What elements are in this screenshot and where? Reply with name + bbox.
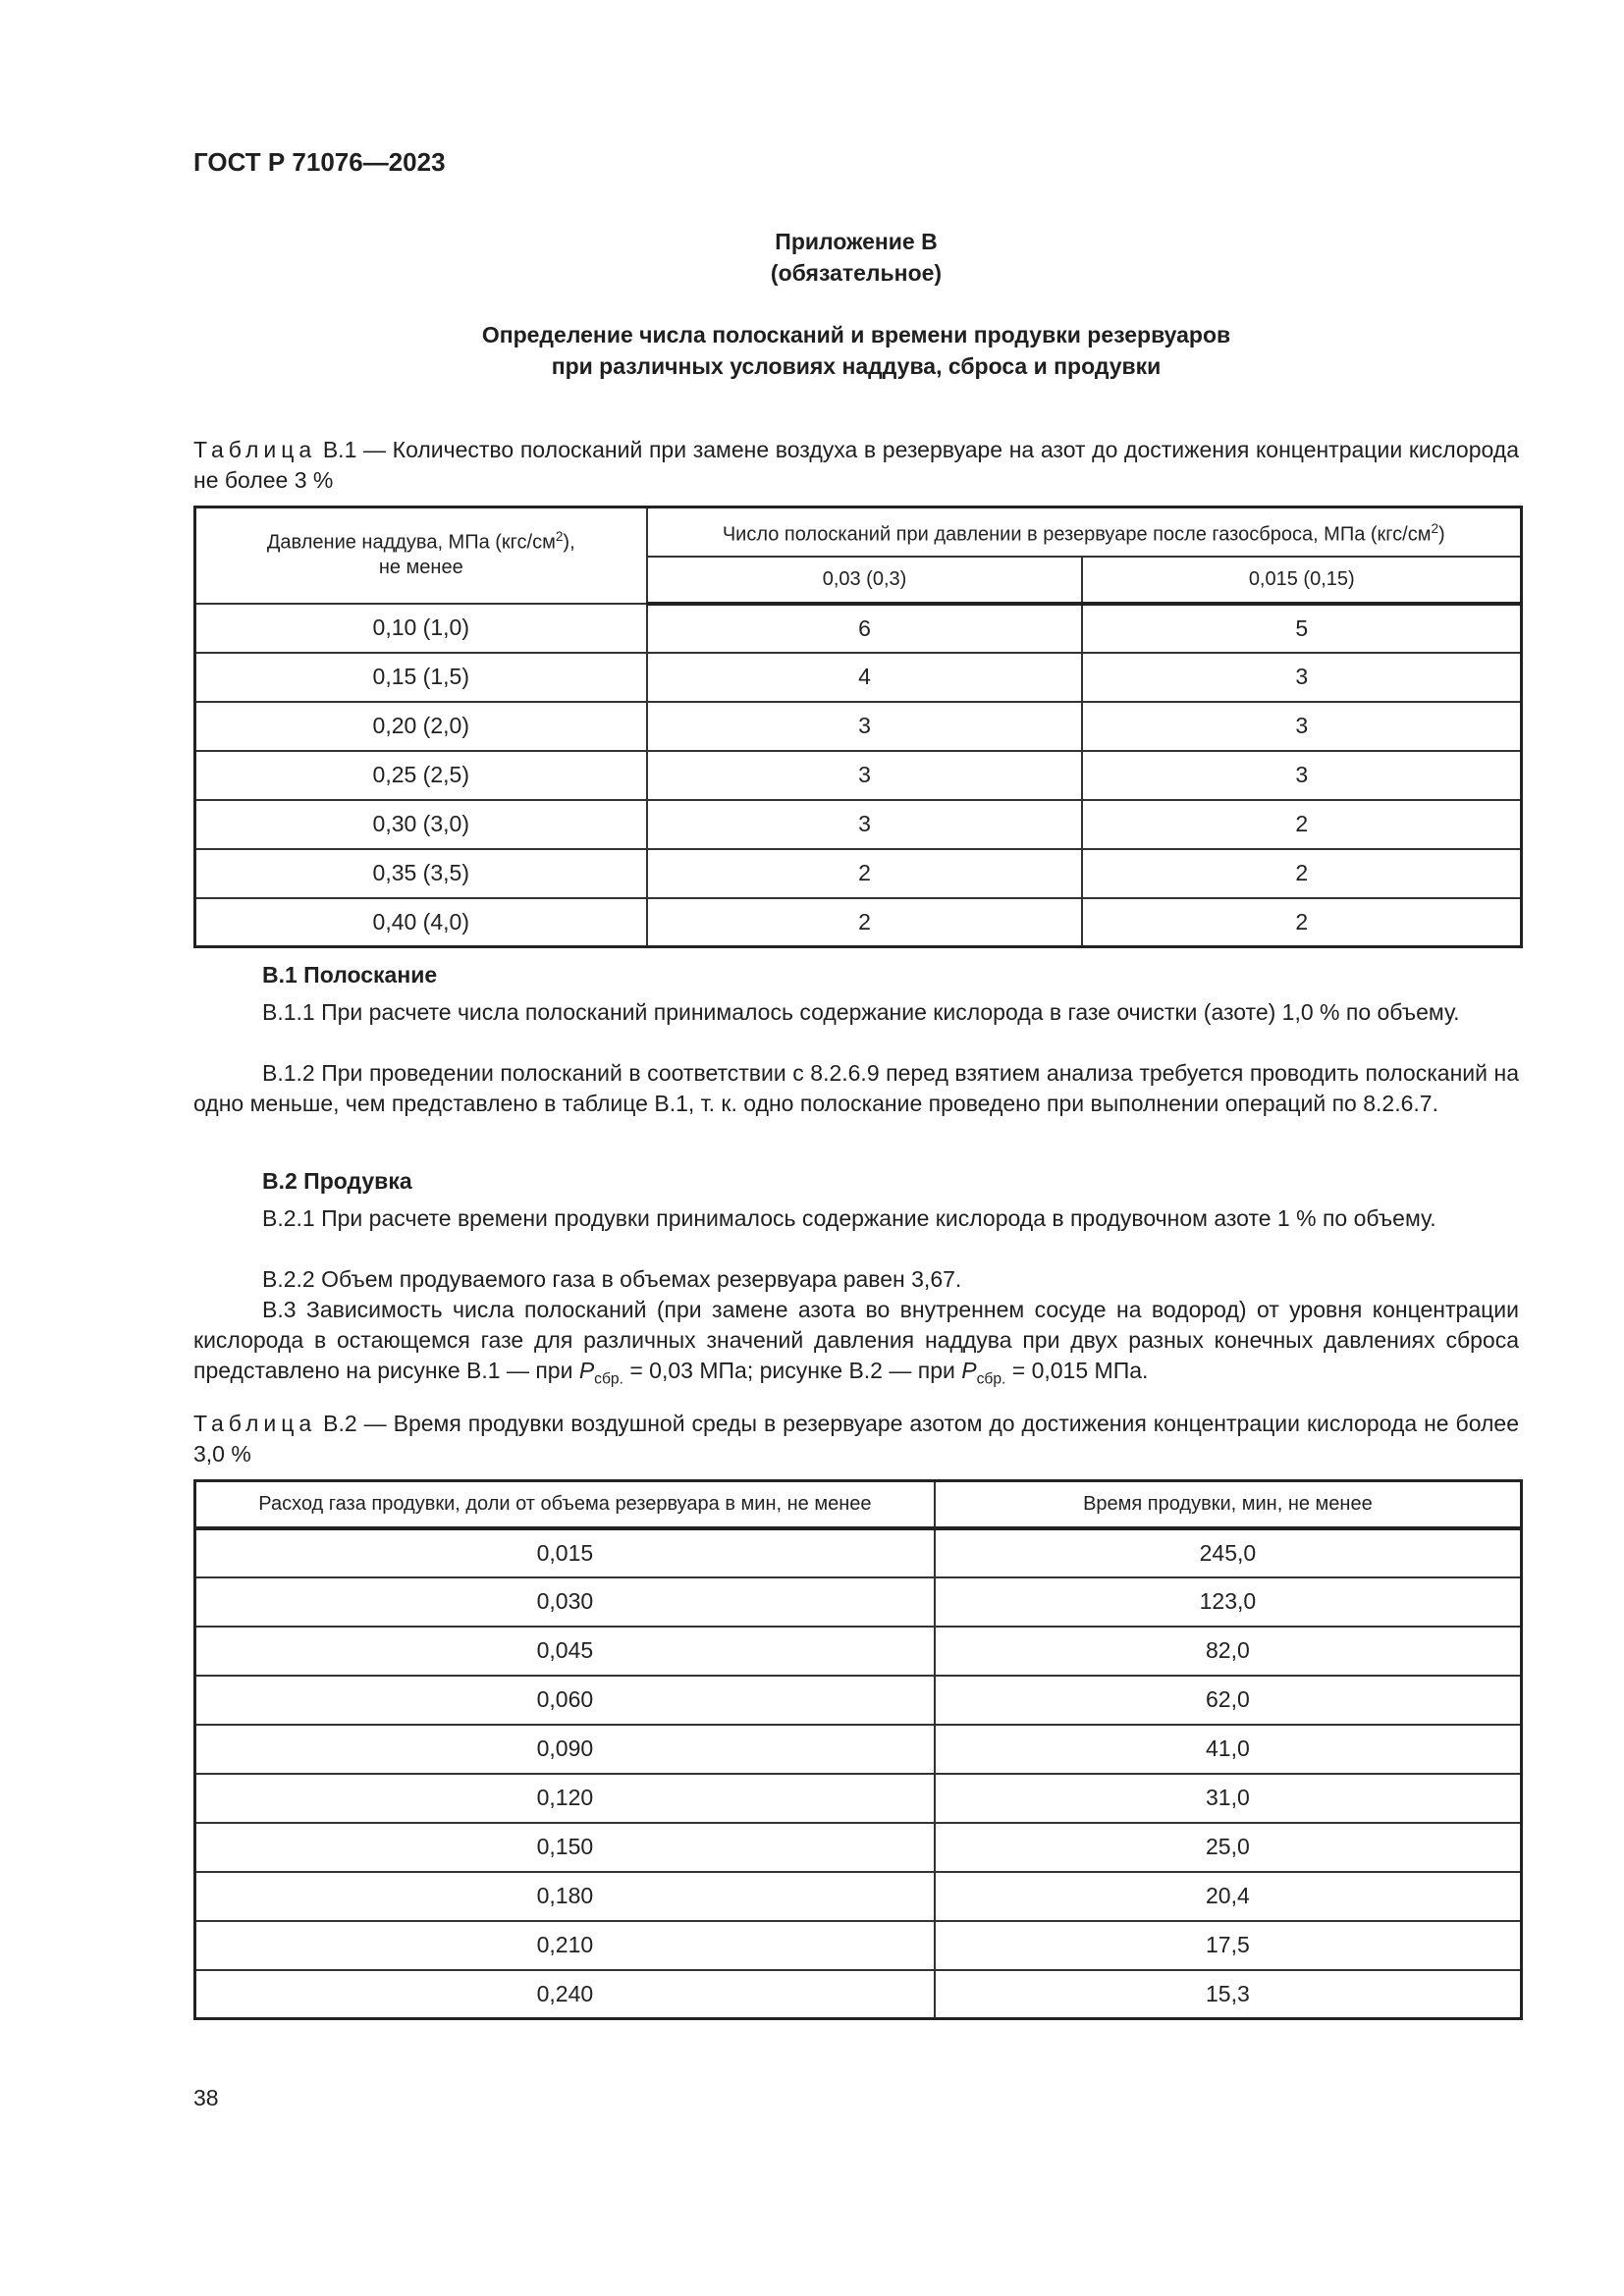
table1-cell: 0,10 (1,0) — [195, 604, 647, 653]
table2-cell: 0,150 — [195, 1823, 935, 1872]
table2-cell: 17,5 — [935, 1921, 1522, 1970]
table-row — [195, 751, 1522, 800]
table-row — [195, 1872, 1522, 1921]
table1-cell: 3 — [647, 702, 1083, 751]
table1-subheader: 0,03 (0,3) — [647, 557, 1083, 604]
table-row — [195, 849, 1522, 898]
table1-cell: 6 — [647, 604, 1083, 653]
table1-col1-header: Давление наддува, МПа $(кгс/см^2)$, не менее — [195, 507, 647, 604]
table-row — [195, 1774, 1522, 1823]
table2-caption-label: Таблица — [193, 1411, 317, 1436]
standard-code: ГОСТ Р 71076—2023 — [193, 147, 446, 177]
table-row — [195, 1725, 1522, 1774]
section-b3-paragraph: В.3 Зависимость числа полосканий (при замене азота во внутреннем сосуде на водород) от уровня концентрации кислорода в остающемся газе для различных значений давления наддува при двух разных конечных давлениях сброса представлено на рисунке В.1 — при $P_{сбр.} = 0,03$ МПа; рисунке В.2 — при $P_{сбр.} = 0,015$ МПа. — [193, 1297, 1519, 1388]
table-row — [195, 653, 1522, 702]
table2-cell: 62,0 — [935, 1676, 1522, 1725]
table-row — [195, 1970, 1522, 2019]
table-row — [195, 898, 1522, 947]
table2-caption — [193, 1409, 1519, 1469]
table1-cell: 3 — [1082, 653, 1521, 702]
table2-cell: 0,090 — [195, 1725, 935, 1774]
table1-cell: 3 — [647, 800, 1083, 849]
table1-cell: 2 — [647, 849, 1083, 898]
table1-cell: 0,40 (4,0) — [195, 898, 647, 947]
appendix-heading-line2: при различных условиях наддува, сброса и продувки — [551, 353, 1162, 379]
table1-subheader: 0,015 (0,15) — [1082, 557, 1521, 604]
appendix-heading-line1: Определение числа полосканий и времени продувки резервуаров — [481, 322, 1231, 347]
table-b2 — [193, 1479, 1523, 2020]
table1-cell: 2 — [1082, 898, 1521, 947]
table-row — [195, 702, 1522, 751]
table2-cell: 20,4 — [935, 1872, 1522, 1921]
table1-cell: 3 — [1082, 702, 1521, 751]
table1-cell: 2 — [1082, 849, 1521, 898]
table-row — [195, 1921, 1522, 1970]
table2-cell: 0,120 — [195, 1774, 935, 1823]
table1-cell: 0,20 (2,0) — [195, 702, 647, 751]
section-b1-title: В.1 Полоскание — [262, 962, 438, 988]
table-row — [195, 800, 1522, 849]
section-b1-paragraph-1: В.1.1 При расчете числа полосканий принималось содержание кислорода в газе очистки (азоте) 1,0 % по объему. — [262, 999, 1460, 1025]
section-b1-paragraph-2: В.1.2 При проведении полосканий в соответствии с 8.2.6.9 перед взятием анализа требуется проводить полосканий на одно меньше, чем представлено в таблице В.1, т. к. одно полоскание проведено при выполнении операций по 8.2.6.7. — [193, 1060, 1519, 1116]
table1-caption-text: В.1 — Количество полосканий при замене воздуха в резервуаре на азот до достижения концентрации кислорода не более 3 % — [193, 437, 1519, 493]
section-b2-paragraph-2: В.2.2 Объем продуваемого газа в объемах резервуара равен 3,67. — [262, 1266, 962, 1292]
table2-cell: 0,030 — [195, 1577, 935, 1627]
table2-caption-text: В.2 — Время продувки воздушной среды в резервуаре азотом до достижения концентрации кислорода не более 3,0 % — [193, 1411, 1519, 1467]
table2-cell: 41,0 — [935, 1725, 1522, 1774]
table2-cell: 31,0 — [935, 1774, 1522, 1823]
table2-cell: 0,045 — [195, 1627, 935, 1676]
table2-header: Время продувки, мин, не менее — [935, 1481, 1522, 1528]
table2-header: Расход газа продувки, доли от объема резервуара в мин, не менее — [195, 1481, 935, 1528]
table2-cell: 123,0 — [935, 1577, 1522, 1627]
table1-cell: 0,35 (3,5) — [195, 849, 647, 898]
table2-cell: 0,060 — [195, 1676, 935, 1725]
table2-cell: 82,0 — [935, 1627, 1522, 1676]
table-row — [195, 1676, 1522, 1725]
table-row — [195, 1577, 1522, 1627]
table1-cell: 2 — [1082, 800, 1521, 849]
table1-cell: 0,25 (2,5) — [195, 751, 647, 800]
table1-cell: 3 — [647, 751, 1083, 800]
table2-cell: 0,180 — [195, 1872, 935, 1921]
table-b1 — [193, 506, 1523, 948]
table1-cell: 4 — [647, 653, 1083, 702]
table2-cell: 245,0 — [935, 1528, 1522, 1577]
table2-cell: 15,3 — [935, 1970, 1522, 2019]
section-b2-title: В.2 Продувка — [262, 1168, 412, 1194]
table1-caption — [193, 435, 1519, 496]
table2-cell: 0,015 — [195, 1528, 935, 1577]
table-row — [195, 604, 1522, 653]
table-row — [195, 1528, 1522, 1577]
table2-cell: 0,240 — [195, 1970, 935, 2019]
table1-caption-label: Таблица — [193, 437, 317, 462]
table1-cell: 3 — [1082, 751, 1521, 800]
table1-cell: 5 — [1082, 604, 1521, 653]
table1-group-header: Число полосканий при давлении в резервуаре после газосброса, МПа $(кгс/см^2)$ — [647, 507, 1522, 557]
table2-cell: 25,0 — [935, 1823, 1522, 1872]
table-row — [195, 1627, 1522, 1676]
table2-cell: 0,210 — [195, 1921, 935, 1970]
table1-cell: 0,30 (3,0) — [195, 800, 647, 849]
table1-cell: 2 — [647, 898, 1083, 947]
table-row — [195, 1823, 1522, 1872]
appendix-title: Приложение В — [775, 229, 938, 254]
appendix-status: (обязательное) — [770, 260, 943, 286]
section-b2-paragraph-1: В.2.1 При расчете времени продувки принималось содержание кислорода в продувочном азоте 1 % по объему. — [262, 1205, 1436, 1231]
page-number: 38 — [193, 2085, 219, 2110]
table1-cell: 0,15 (1,5) — [195, 653, 647, 702]
